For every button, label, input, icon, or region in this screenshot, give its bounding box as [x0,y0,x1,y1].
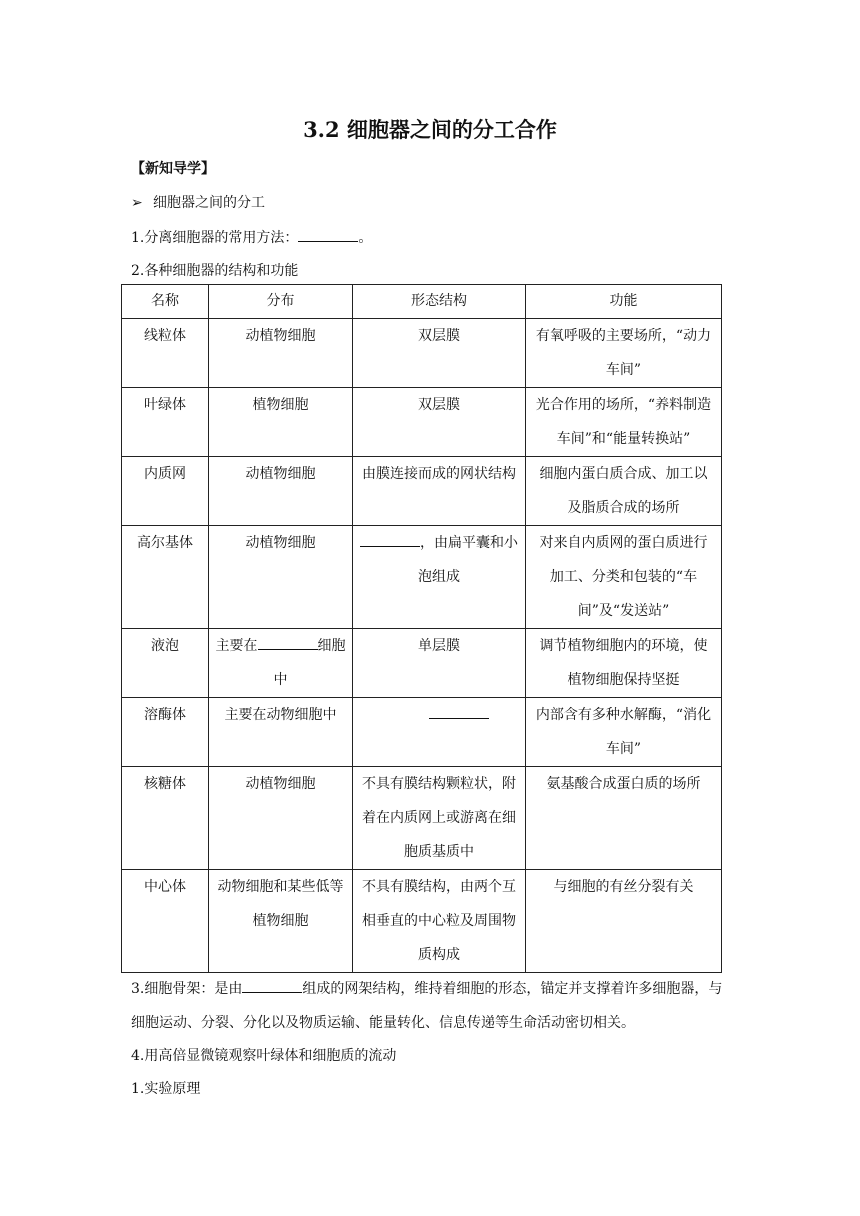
cell-name: 线粒体 [122,319,209,388]
page-title: 3.2 细胞器之间的分工合作 [303,117,557,142]
cell-func: 细胞内蛋白质合成、加工以及脂质合成的场所 [526,457,722,526]
table-header: 分布 [209,285,353,319]
cell-func: 氨基酸合成蛋白质的场所 [526,767,722,870]
cell-struct: 双层膜 [353,319,526,388]
cell-name: 叶绿体 [122,388,209,457]
cell-struct: 双层膜 [353,388,526,457]
cell-struct [353,698,526,767]
fill-blank [429,704,489,719]
bullet-line [131,192,265,212]
item-5: 1.实验原理 [131,1081,201,1097]
table-header: 形态结构 [353,285,526,319]
table-row [122,767,722,870]
table-row [122,629,722,698]
fill-blank [298,227,358,242]
item-3 [131,972,731,1040]
table-row [122,698,722,767]
table-header: 功能 [526,285,722,319]
cell-struct-text: ，由扁平囊和小泡组成 [418,535,518,585]
item-2: 2.各种细胞器的结构和功能 [131,263,299,279]
cell-name: 内质网 [122,457,209,526]
cell-func: 与细胞的有丝分裂有关 [526,870,722,973]
cell-dist: 主要在动物细胞中 [209,698,353,767]
cell-name: 液泡 [122,629,209,698]
item-1-text: 1.分离细胞器的常用方法： [131,230,299,246]
table-row [122,526,722,629]
cell-name: 核糖体 [122,767,209,870]
bullet-arrow-icon: ➢ [131,195,143,211]
cell-func: 光合作用的场所，“养料制造车间”和“能量转换站” [526,388,722,457]
cell-struct: 不具有膜结构颗粒状，附着在内质网上或游离在细胞质基质中 [353,767,526,870]
table-row [122,870,722,973]
cell-func: 有氧呼吸的主要场所，“动力车间” [526,319,722,388]
cell-dist: 植物细胞 [209,388,353,457]
cell-dist: 动植物细胞 [209,526,353,629]
cell-name: 高尔基体 [122,526,209,629]
table-row [122,388,722,457]
cell-dist-text: 细胞中 [273,638,346,688]
section-heading: 【新知导学】 [131,161,215,177]
cell-func: 内部含有多种水解酶，“消化车间” [526,698,722,767]
bullet-text: 细胞器之间的分工 [153,195,265,211]
fill-blank [258,635,318,650]
cell-func: 调节植物细胞内的环境，使植物细胞保持坚挺 [526,629,722,698]
table-header-row [122,285,722,319]
cell-dist-text: 主要在 [215,638,258,654]
cell-struct: 单层膜 [353,629,526,698]
item-3-text: 组成的网架结构，维持着细胞的形态，锚定并支撑着许多细胞器，与细胞运动、分裂、分化以及物质运输、能量转化、信息传递等生命活动密切相关。 [131,981,723,1031]
cell-struct [353,526,526,629]
item-1-end: 。 [358,230,373,246]
cell-dist: 动植物细胞 [209,319,353,388]
item-4: 4.用高倍显微镜观察叶绿体和细胞质的流动 [131,1048,397,1064]
item-3-text: 3.细胞骨架：是由 [131,981,243,997]
table-row [122,457,722,526]
organelle-table [121,284,722,973]
cell-func: 对来自内质网的蛋白质进行加工、分类和包装的“车间”及“发送站” [526,526,722,629]
cell-struct: 不具有膜结构，由两个互相垂直的中心粒及周围物质构成 [353,870,526,973]
cell-name: 中心体 [122,870,209,973]
item-1 [131,227,372,247]
cell-dist [209,629,353,698]
cell-struct: 由膜连接而成的网状结构 [353,457,526,526]
cell-dist: 动物细胞和某些低等植物细胞 [209,870,353,973]
fill-blank [360,532,420,547]
cell-name: 溶酶体 [122,698,209,767]
cell-dist: 动植物细胞 [209,767,353,870]
table-header: 名称 [122,285,209,319]
fill-blank [242,978,302,993]
table-row [122,319,722,388]
cell-dist: 动植物细胞 [209,457,353,526]
